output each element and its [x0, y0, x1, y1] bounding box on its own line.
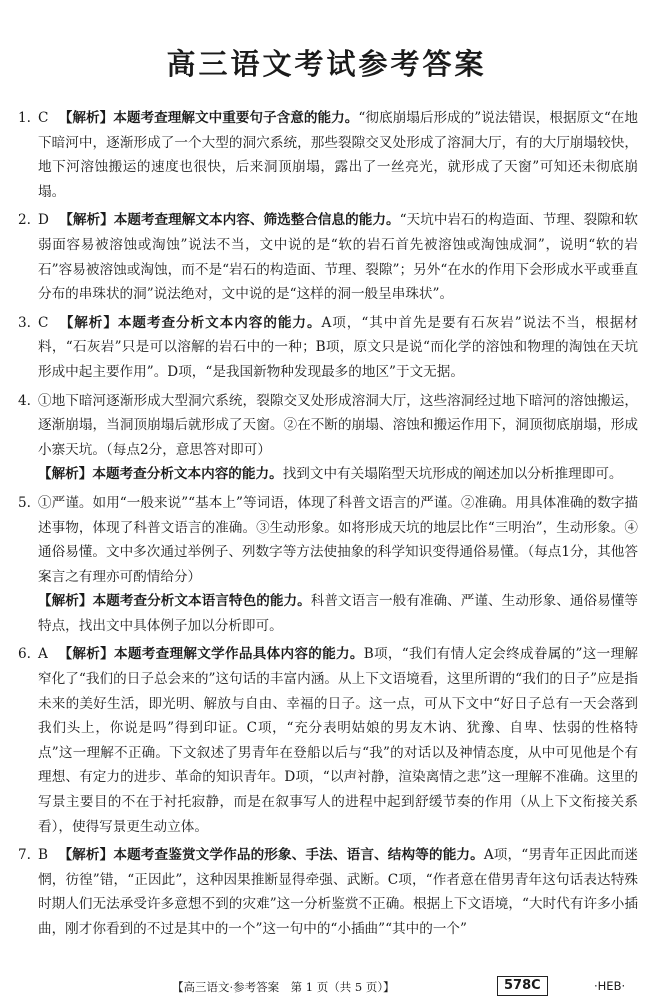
answer-text: ①严谨。如用“一般来说”“基本上”等词语，体现了科普文语言的严谨。②准确。用具体准确的数字描述事物，体现了科普文语言的准确。③生动形象。如将形成天坑的地层比作“三明治”，生动形象。④通俗易懂。文中多次通过举例子、列数字等方法使抽象的科学知识变得通俗易懂。（每点1分，其他答案言之有理亦可酌情给分）: [38, 494, 638, 585]
test-point: 本题考查鉴赏文学作品的形象、手法、语言、结构等的能力。: [113, 847, 484, 864]
analysis-block: [38, 462, 638, 487]
test-point: 本题考查理解文中重要句子含意的能力。: [113, 110, 359, 126]
analysis-text: 找到文中有关塌陷型天坑形成的阐述加以分析推理即可。: [282, 466, 623, 483]
analysis-tag: 【解析】: [59, 314, 118, 331]
analysis-tag: 【解析】: [38, 466, 93, 483]
answer-item-4: [18, 389, 638, 487]
analysis-text: A项，“其中首先是要有石灰岩”说法不当，根据材料，“石灰岩”只是可以溶解的岩石中的一种；B项，原文只是说“而化学的溶蚀和物理的淘蚀在天坑形成中起主要作用”。D项，“是我国新物种发现最多的地区”于文无据。: [38, 314, 639, 380]
analysis-text: A项，“男青年正因此而迷惘，彷徨”错，“正因此”，这种因果推断显得牵强、武断。C项，“作者意在借男青年这句话表达特殊时期人们无法承受许多意想不到的灾难”这一分析鉴赏不正确。根据上下文语境，“大时代有许多小插曲，刚才你看到的不过是其中的一个”这一句中的“小插曲”“其中的一个”: [38, 847, 638, 937]
answer-item-1: [18, 106, 638, 204]
paper-code-badge: 578C: [497, 976, 548, 996]
item-number: 7.: [18, 847, 31, 864]
answer-option: A: [38, 646, 48, 663]
answer-option: C: [38, 314, 49, 331]
analysis-text: “天坑中岩石的构造面、节理、裂隙和软弱面容易被溶蚀或淘蚀”说法不当，文中说的是“软的岩石首先被溶蚀或淘蚀成洞”，说明“软的岩石”容易被溶蚀或淘蚀，而不是“岩石的构造面、节理、裂隙”；另外“在水的作用下会形成水平或垂直分布的串珠状的洞”说法绝对，文中说的是“这样的洞一般呈串珠状”。: [38, 212, 639, 303]
analysis-text: “彻底崩塌后形成的”说法错误，根据原文“在地下暗河中，逐渐形成了一个大型的洞穴系统，那些裂隙交叉处形成了溶洞大厅，有的大厅崩塌较快，地下河溶蚀搬运的速度也很快，后来洞顶崩塌，露出了一丝亮光，就形成了天窗”可知还未彻底崩塌。: [38, 110, 639, 200]
answer-item-6: [18, 642, 638, 839]
test-point: 本题考查分析文本语言特色的能力。: [92, 593, 311, 610]
analysis-tag: 【解析】: [58, 847, 114, 864]
analysis-tag: 【解析】: [58, 110, 114, 126]
analysis-block: [38, 589, 638, 638]
test-point: 本题考查分析文本内容的能力。: [92, 466, 283, 483]
test-point: 本题考查分析文本内容的能力。: [117, 314, 322, 331]
item-number: 1.: [18, 110, 31, 126]
answer-option: C: [38, 110, 49, 126]
analysis-tag: 【解析】: [38, 593, 93, 610]
answer-item-5: [18, 491, 638, 639]
analysis-text: 科普文语言一般有准确、严谨、生动形象、通俗易懂等特点，找出文中具体例子加以分析即可。: [38, 593, 639, 634]
footer-page-info: 【高三语文·参考答案 第 1 页（共 5 页）】: [172, 980, 395, 994]
analysis-tag: 【解析】: [58, 646, 114, 663]
page-footer: [0, 975, 653, 997]
item-number: 6.: [18, 646, 31, 663]
item-number: 3.: [18, 314, 31, 331]
answer-item-2: [18, 208, 638, 306]
test-point: 本题考查理解文本内容、筛选整合信息的能力。: [113, 212, 400, 229]
answer-option: B: [38, 847, 48, 864]
answer-item-7: [18, 843, 638, 941]
item-number: 2.: [18, 212, 31, 229]
answer-list: [18, 106, 638, 946]
page-title: 高三语文考试参考答案: [166, 47, 487, 81]
answer-item-3: [18, 311, 638, 385]
analysis-text: B项，“我们有情人定会终成眷属的”这一理解窄化了“我们的日子总会来的”这句话的丰富内涵。从上下文语境看，这里所谓的“我们的日子”应是指未来的美好生活，即光明、解放与自由、幸福的日子。这一点，可从下文中“好日子总有一天会落到我们头上，你说是吗”得到印证。C项，“充分表明姑娘的男友木讷、犹豫、自卑、怯弱的性格特点”这一理解不正确。下文叙述了男青年在登船以后与“我”的对话以及神情态度，从中可见他是个有理想、有定力的进步、革命的知识青年。D项，“以声衬静，渲染离情之悲”这一理解不准确。这里的写景主要目的不在于衬托寂静，而是在叙事写人的进程中起到舒缓节奏的作用（从上下文衔接关系看），使得写景更生动立体。: [38, 646, 639, 835]
item-number: 5.: [18, 494, 31, 511]
item-number: 4.: [18, 392, 31, 409]
test-point: 本题考查理解文学作品具体内容的能力。: [113, 646, 364, 663]
analysis-tag: 【解析】: [59, 212, 114, 229]
answer-option: D: [38, 212, 49, 229]
footer-region-code: ·HEB·: [594, 979, 626, 993]
answer-text: ①地下暗河逐渐形成大型洞穴系统，裂隙交叉处形成溶洞大厅，这些溶洞经过地下暗河的溶蚀搬运，逐渐崩塌，当洞顶崩塌后就形成了天窗。②在不断的崩塌、溶蚀和搬运作用下，洞顶彻底崩塌，形成小寨天坑。（每点2分，意思答对即可）: [38, 392, 638, 458]
